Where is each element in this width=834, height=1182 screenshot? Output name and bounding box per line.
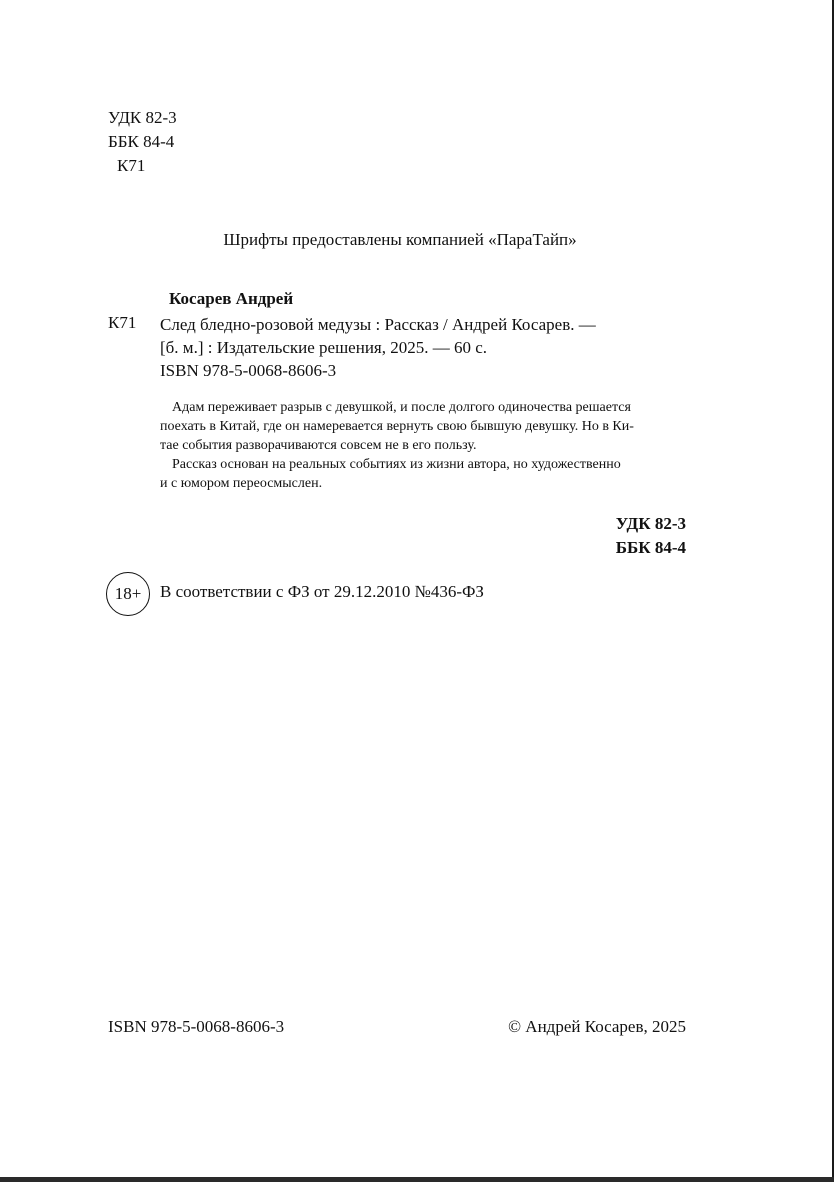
age-rating-label: 18+ (114, 584, 142, 603)
catalog-isbn-line: ISBN 978-5-0068-8606-3 (160, 361, 337, 380)
annotation (160, 398, 688, 493)
annotation-line: тае события разворачиваются совсем не в его пользу. (160, 438, 477, 453)
catalog-author: Косарев Андрей (169, 289, 294, 308)
udk-code-right: УДК 82-3 (615, 514, 686, 533)
classification-codes-right (616, 512, 686, 560)
catalog-entry (160, 313, 596, 382)
age-rating-badge (106, 572, 150, 616)
fonts-credit: Шрифты предоставлены компанией «ПараТайп» (223, 230, 577, 249)
catalog-author-mark: К71 (108, 313, 137, 332)
catalog-publisher-line: [б. м.] : Издательские решения, 2025. — 60 с. (160, 338, 488, 357)
udk-code: УДК 82-3 (108, 108, 177, 127)
annotation-line: поехать в Китай, где он намеревается вернуть свою бывшую девушку. Но в Ки- (160, 419, 634, 434)
bbk-code-right: ББК 84-4 (615, 538, 686, 557)
annotation-line: Рассказ основан на реальных событиях из жизни автора, но художественно (172, 457, 621, 472)
page-bottom-border (0, 1177, 834, 1182)
footer-isbn: ISBN 978-5-0068-8606-3 (108, 1017, 285, 1036)
classification-codes (108, 106, 177, 178)
age-rating-law: В соответствии с ФЗ от 29.12.2010 №436-ФЗ (160, 582, 484, 601)
author-mark: К71 (117, 156, 146, 175)
footer-copyright: © Андрей Косарев, 2025 (508, 1017, 686, 1036)
annotation-line: и с юмором переосмыслен. (160, 476, 323, 491)
catalog-title-line: След бледно-розовой медузы : Рассказ / Андрей Косарев. — (160, 315, 596, 334)
annotation-line: Адам переживает разрыв с девушкой, и после долгого одиночества решается (172, 400, 631, 415)
bbk-code: ББК 84-4 (108, 132, 175, 151)
